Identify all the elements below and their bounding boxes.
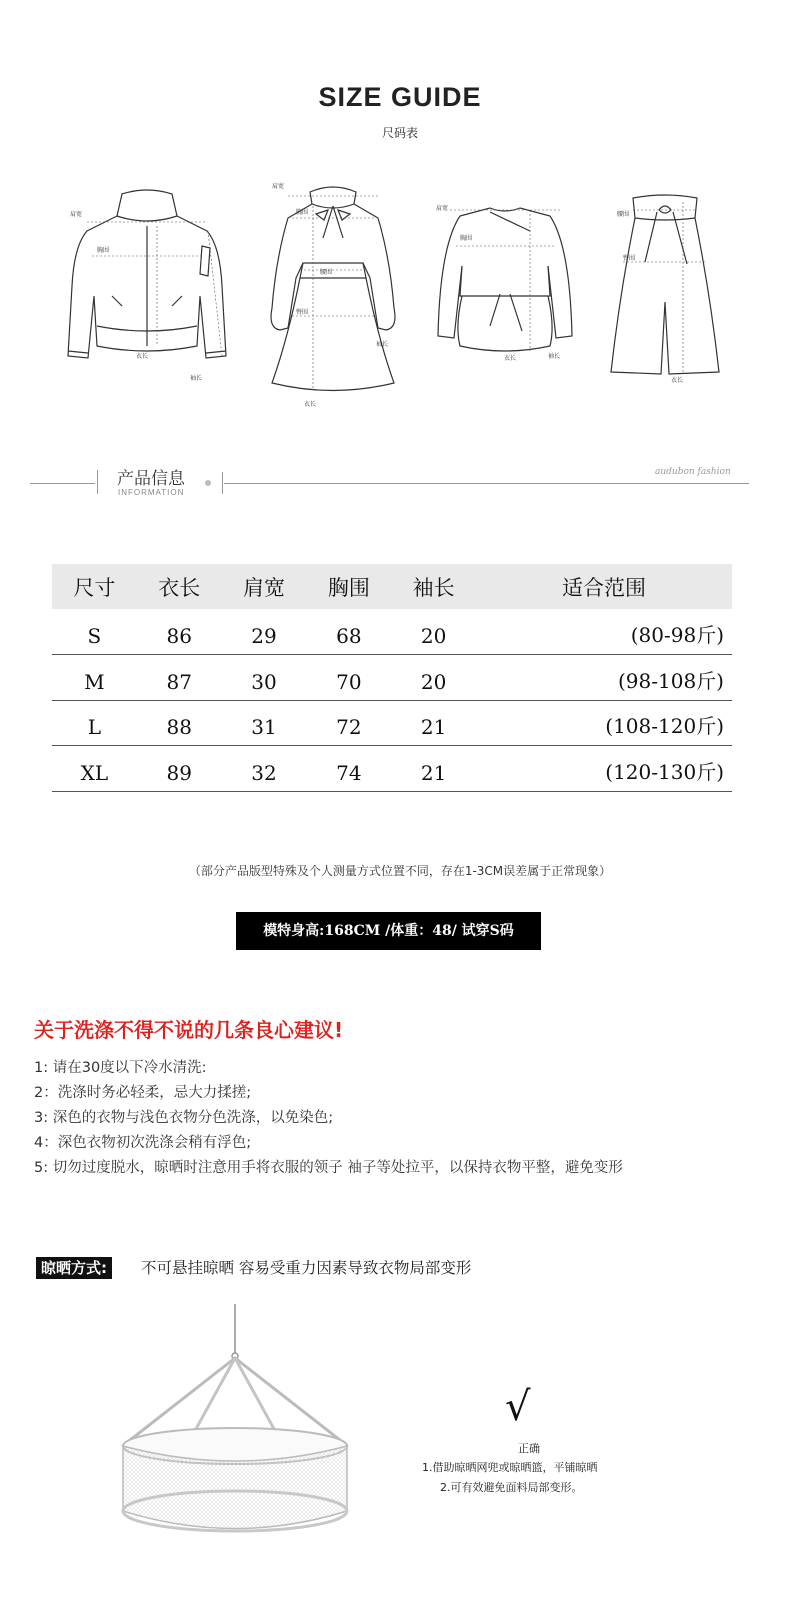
cell-sleeve: 21: [391, 700, 476, 746]
cell-shoulder: 29: [222, 609, 307, 655]
page-title: SIZE GUIDE: [318, 82, 482, 112]
svg-text:胸围: 胸围: [97, 247, 110, 254]
svg-text:臀围: 臀围: [296, 309, 309, 316]
cell-size: L: [52, 700, 137, 746]
cell-length: 86: [137, 609, 222, 655]
cell-chest: 68: [306, 609, 391, 655]
measurement-note: （部分产品版型特殊及个人测量方式位置不同，存在1-3CM误差属于正常现象）: [188, 864, 612, 878]
check-mark-icon: √: [505, 1384, 531, 1430]
model-info-bar: 模特身高:168CM /体重：48/ 试穿S码: [236, 912, 541, 950]
cell-chest: 72: [306, 700, 391, 746]
cell-length: 89: [137, 746, 222, 792]
drying-tip-2: 2.可有效避免面料局部变形。: [440, 1481, 583, 1494]
table-row: [52, 700, 732, 746]
svg-text:胸围: 胸围: [460, 235, 473, 242]
header-range: 适合范围: [476, 564, 732, 609]
cell-range: (120-130斤): [476, 746, 732, 792]
table-row: [52, 746, 732, 792]
svg-text:衣长: 衣长: [304, 401, 317, 408]
svg-text:胸围: 胸围: [296, 209, 309, 216]
list-item: 3: 深色的衣物与浅色衣物分色洗涤，以免染色;: [34, 1110, 334, 1126]
list-item: 5: 切勿过度脱水，晾晒时注意用手将衣服的领子 袖子等处拉平，以保持衣物平整，避免变形: [34, 1160, 623, 1176]
svg-text:袖长: 袖长: [548, 353, 561, 360]
drying-label: 晾晒方式:: [36, 1257, 112, 1279]
info-divider-right: [224, 483, 749, 484]
list-item: 1: 请在30度以下冷水清洗:: [34, 1060, 207, 1076]
cell-shoulder: 31: [222, 700, 307, 746]
cell-sleeve: 21: [391, 746, 476, 792]
info-subtitle: INFORMATION: [118, 488, 185, 497]
header-sleeve: 袖长: [391, 564, 476, 609]
cell-size: XL: [52, 746, 137, 792]
cell-range: (98-108斤): [476, 655, 732, 701]
wash-tips-list: [34, 1056, 623, 1181]
cell-sleeve: 20: [391, 609, 476, 655]
drying-tip-1: 1.借助晾晒网兜或晾晒篮，平铺晾晒: [422, 1461, 598, 1474]
cell-sleeve: 20: [391, 655, 476, 701]
cell-length: 87: [137, 655, 222, 701]
pants-sketch: [605, 192, 725, 387]
svg-text:腰围: 腰围: [320, 269, 333, 276]
header-length: 衣长: [137, 564, 222, 609]
info-divider-left: [30, 483, 95, 484]
info-divider-tick-right: [222, 472, 223, 494]
drying-rack-image: [110, 1296, 360, 1560]
wash-heading: 关于洗涤不得不说的几条良心建议!: [34, 1018, 344, 1042]
brand-script: audubon fashion: [655, 467, 731, 477]
header-chest: 胸围: [306, 564, 391, 609]
list-item: 2：洗涤时务必轻柔，忌大力揉搓;: [34, 1085, 252, 1101]
header-size: 尺寸: [52, 564, 137, 609]
cell-chest: 74: [306, 746, 391, 792]
cell-shoulder: 30: [222, 655, 307, 701]
svg-text:衣长: 衣长: [136, 353, 149, 360]
info-title: 产品信息: [117, 469, 185, 489]
svg-text:肩宽: 肩宽: [436, 205, 449, 212]
info-dot: [205, 480, 211, 486]
size-table: [52, 564, 732, 792]
dress-sketch: [258, 178, 408, 413]
cell-size: S: [52, 609, 137, 655]
cell-chest: 70: [306, 655, 391, 701]
svg-text:袖长: 袖长: [376, 341, 389, 348]
cell-length: 88: [137, 700, 222, 746]
page-subtitle: 尺码表: [381, 126, 418, 140]
table-header-row: [52, 564, 732, 609]
svg-text:袖长: 袖长: [190, 375, 203, 382]
svg-text:臀围: 臀围: [623, 255, 636, 262]
svg-text:腰围: 腰围: [617, 211, 630, 218]
header-shoulder: 肩宽: [222, 564, 307, 609]
blouse-sketch: [430, 196, 580, 371]
cell-range: (80-98斤): [476, 609, 732, 655]
correct-label: 正确: [518, 1442, 540, 1455]
info-divider-tick: [97, 470, 98, 494]
list-item: 4：深色衣物初次洗涤会稍有浮色;: [34, 1135, 252, 1151]
svg-text:衣长: 衣长: [504, 355, 517, 362]
table-row: [52, 655, 732, 701]
drying-text: 不可悬挂晾晒 容易受重力因素导致衣物局部变形: [141, 1259, 472, 1277]
cell-shoulder: 32: [222, 746, 307, 792]
cell-range: (108-120斤): [476, 700, 732, 746]
jacket-sketch: [62, 186, 232, 386]
table-row: [52, 609, 732, 655]
svg-text:肩宽: 肩宽: [272, 183, 285, 190]
svg-text:肩宽: 肩宽: [70, 211, 83, 218]
svg-text:衣长: 衣长: [671, 377, 684, 384]
cell-size: M: [52, 655, 137, 701]
